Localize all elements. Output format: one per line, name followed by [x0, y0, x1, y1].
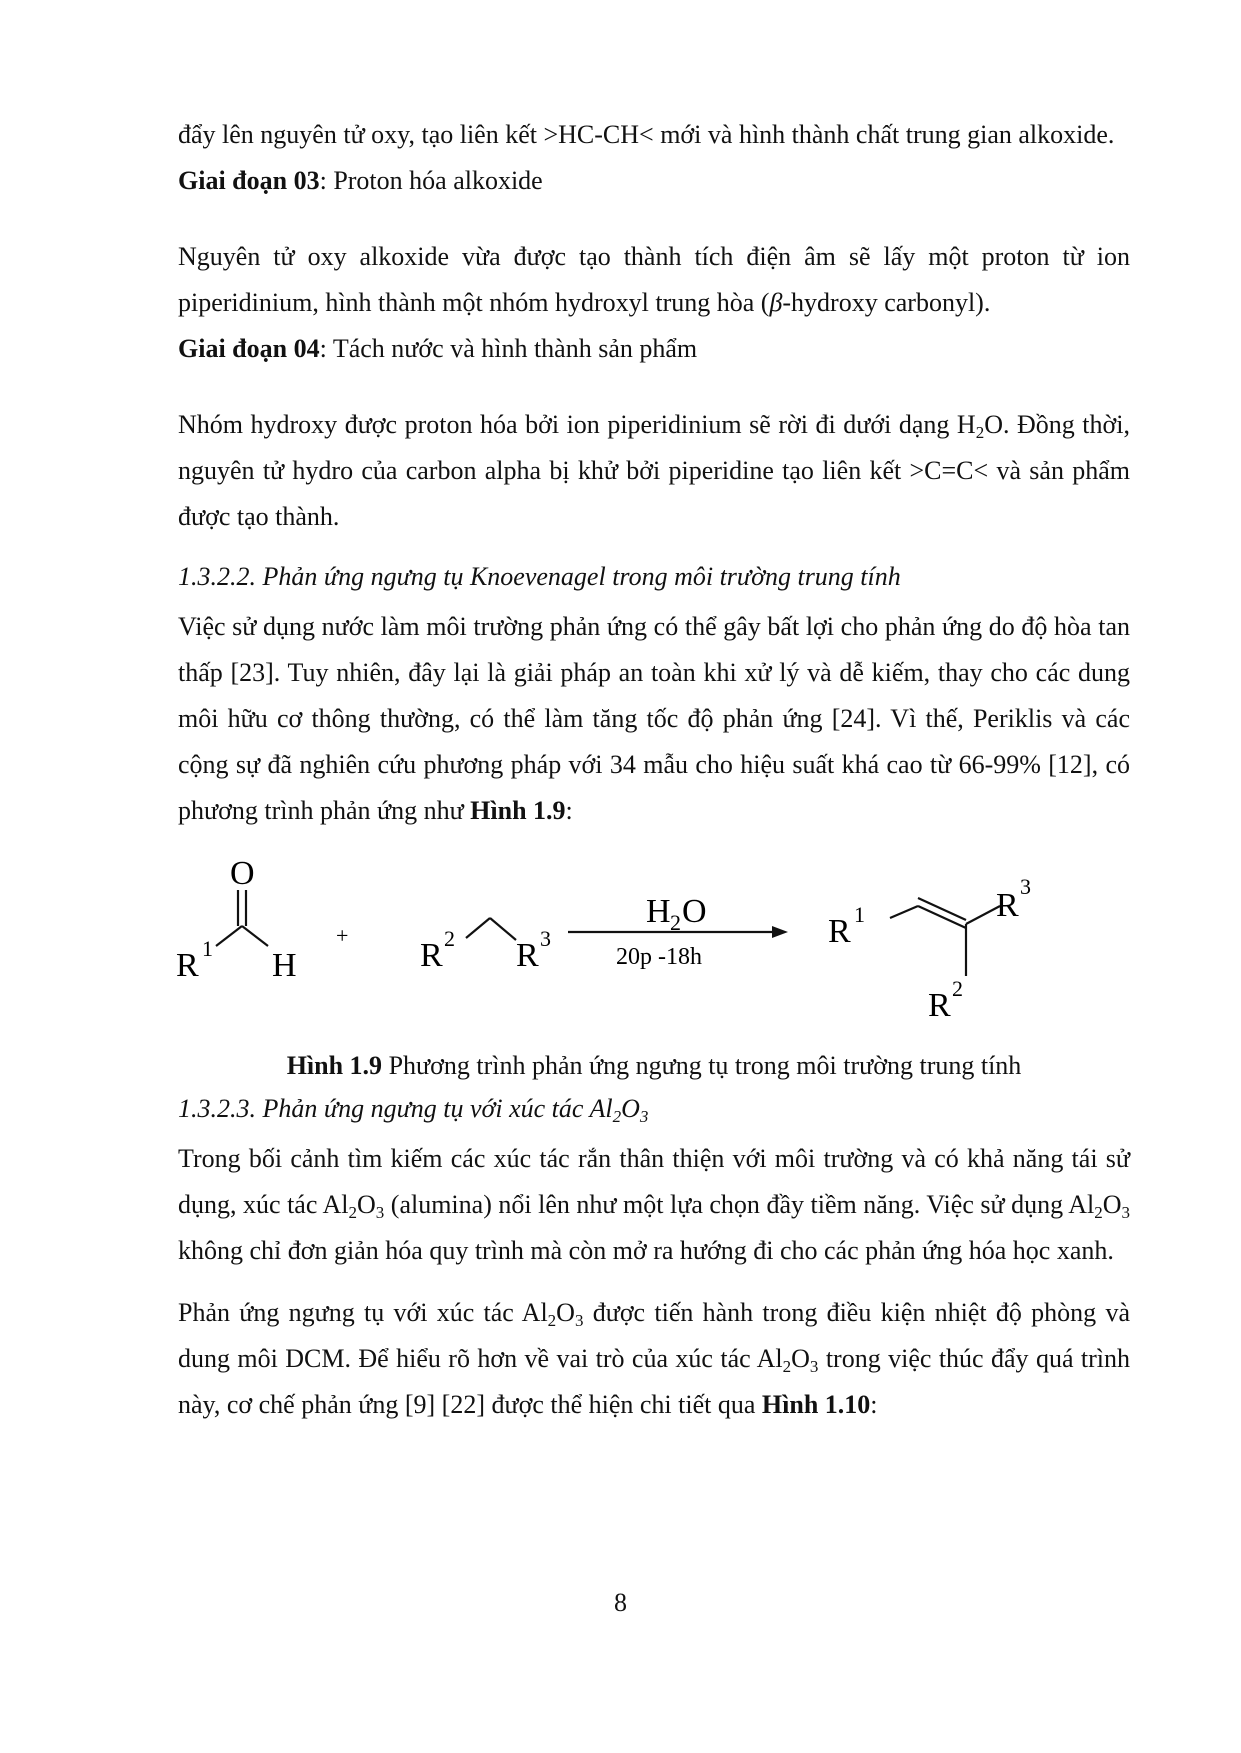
figure-caption	[178, 1046, 1130, 1086]
substituent-r1: R	[176, 947, 199, 984]
paragraph-text: Nhóm hydroxy được proton hóa bởi ion piperidinium sẽ rời đi dưới dạng H	[178, 410, 976, 439]
paragraph-text: :	[870, 1390, 878, 1419]
paragraph-text: Trong bối cảnh tìm kiếm các xúc tác rắn thân thiện với môi trường và có khả năng tái sử dụng, xúc tác Al	[178, 1144, 1130, 1219]
substituent-r3: R	[516, 937, 539, 974]
subscript: 3	[639, 1107, 649, 1126]
section-heading-1-3-2-3	[178, 1086, 1130, 1132]
product-r2-superscript: 2	[952, 976, 963, 1001]
paragraph-protonation	[178, 234, 1130, 326]
reaction-scheme	[176, 848, 1128, 1038]
paragraph-text: không chỉ đơn giản hóa quy trình mà còn mở ra hướng đi cho các phản ứng hóa học xanh.	[178, 1236, 1114, 1265]
subscript: 2	[547, 1311, 557, 1330]
substituent-r1-superscript: 1	[202, 936, 213, 961]
paragraph-text: O. Đồng thời, nguyên tử hydro của carbon alpha bị khử bởi piperidine tạo liên kết >C=C< và sản phẩm được tạo thành.	[178, 410, 1131, 531]
subscript: 3	[574, 1311, 584, 1330]
caption-label: Hình 1.9	[286, 1051, 383, 1080]
paragraph-text: đẩy lên nguyên tử oxy, tạo liên kết >HC-CH< mới và hình thành chất trung gian alkoxide.	[178, 120, 1115, 149]
plus-sign: +	[336, 923, 349, 948]
paragraph-dehydration	[178, 402, 1130, 540]
stage-3-heading	[178, 158, 1130, 204]
stage-4-text: : Tách nước và hình thành sản phẩm	[319, 334, 698, 363]
paragraph-text: O	[556, 1298, 575, 1327]
figure-reference: Hình 1.10	[761, 1390, 871, 1419]
paragraph-text: O	[791, 1344, 810, 1373]
paragraph-text: O	[356, 1190, 376, 1219]
paragraph-water-medium	[178, 604, 1130, 834]
reagent-h: H	[646, 893, 671, 930]
reagent-o: O	[682, 893, 707, 930]
paragraph-text: -hydroxy carbonyl).	[782, 288, 991, 317]
paragraph-text: trong việc thúc đẩy quá trình này, cơ chế phản ứng [9] [22] được thể hiện chi tiết qua	[178, 1344, 1130, 1419]
bond-line	[490, 918, 516, 940]
atom-oxygen: O	[230, 855, 255, 892]
product-r3-superscript: 3	[1020, 874, 1031, 899]
stage-3-label: Giai đoạn 03	[178, 166, 320, 195]
subscript: 2	[782, 1357, 792, 1376]
paragraph-mechanism	[178, 1290, 1130, 1428]
stage-3-text: : Proton hóa alkoxide	[319, 166, 543, 195]
paragraph-alumina	[178, 1136, 1130, 1274]
figure-reference: Hình 1.9	[470, 796, 566, 825]
bond-line	[242, 926, 268, 946]
paragraph-text: Việc sử dụng nước làm môi trường phản ứng có thể gây bất lợi cho phản ứng do độ hòa tan thấp [23]. Tuy nhiên, đây lại là giải pháp an toàn khi xử lý và dễ kiếm, thay cho các dung môi hữu cơ thông thường, có thể làm tăng tốc độ phản ứng [24]. Vì thế, Periklis và các cộng sự đã nghiên cứu phương pháp với 34 mẫu cho hiệu suất khá cao từ 66-99% [12], có phương trình phản ứng như	[178, 612, 1130, 825]
substituent-r3-superscript: 3	[540, 926, 551, 951]
paragraph-alkoxide	[178, 112, 1130, 158]
substituent-r2-superscript: 2	[444, 926, 455, 951]
paragraph-text: Nguyên tử oxy alkoxide vừa được tạo thành tích điện âm sẽ lấy một proton từ ion piperidinium, hình thành một nhóm hydroxyl trung hòa (	[178, 242, 1130, 317]
substituent-r2: R	[420, 937, 443, 974]
caption-text: Phương trình phản ứng ngưng tụ trong môi trường trung tính	[382, 1051, 1022, 1080]
paragraph-text: Phản ứng ngưng tụ với xúc tác Al	[178, 1298, 548, 1327]
page-number: 8	[614, 1588, 627, 1617]
product-r1: R	[828, 913, 851, 950]
subscript: 2	[348, 1203, 357, 1222]
bond-line	[890, 906, 918, 918]
product-r1-superscript: 1	[854, 902, 865, 927]
beta-symbol: β	[769, 288, 783, 317]
subscript: 2	[612, 1107, 622, 1126]
paragraph-text: :	[565, 796, 573, 825]
product-r3: R	[996, 887, 1019, 924]
section-heading-1-3-2-2: 1.3.2.2. Phản ứng ngưng tụ Knoevenagel trong môi trường trung tính	[178, 562, 901, 591]
subscript: 3	[809, 1357, 819, 1376]
bond-line	[216, 926, 242, 946]
document-body	[178, 112, 1130, 1428]
stage-4-label: Giai đoạn 04	[178, 334, 320, 363]
subscript: 2	[975, 423, 985, 442]
bond-line	[966, 906, 1000, 924]
paragraph-text: được tiến hành trong điều kiện nhiệt độ phòng và dung môi DCM. Để hiểu rõ hơn về vai trò của xúc tác Al	[178, 1298, 1130, 1373]
reaction-conditions: 20p -18h	[616, 944, 702, 970]
subscript: 3	[375, 1203, 385, 1222]
reaction-scheme-drawing	[176, 848, 1128, 1038]
stage-4-heading	[178, 326, 1130, 372]
product-r2: R	[928, 987, 951, 1024]
subscript: 3	[1121, 1203, 1130, 1222]
section-heading-text: O	[621, 1094, 640, 1123]
section-heading-text: 1.3.2.3. Phản ứng ngưng tụ với xúc tác Al	[178, 1094, 613, 1123]
paragraph-text: O	[1102, 1190, 1122, 1219]
subscript: 2	[1094, 1203, 1103, 1222]
atom-hydrogen: H	[272, 947, 297, 984]
paragraph-text: (alumina) nổi lên như một lựa chọn đầy tiềm năng. Việc sử dụng Al	[384, 1190, 1095, 1219]
reaction-arrow-head	[772, 926, 788, 938]
bond-line	[466, 918, 490, 938]
reagent-subscript: 2	[670, 910, 681, 935]
